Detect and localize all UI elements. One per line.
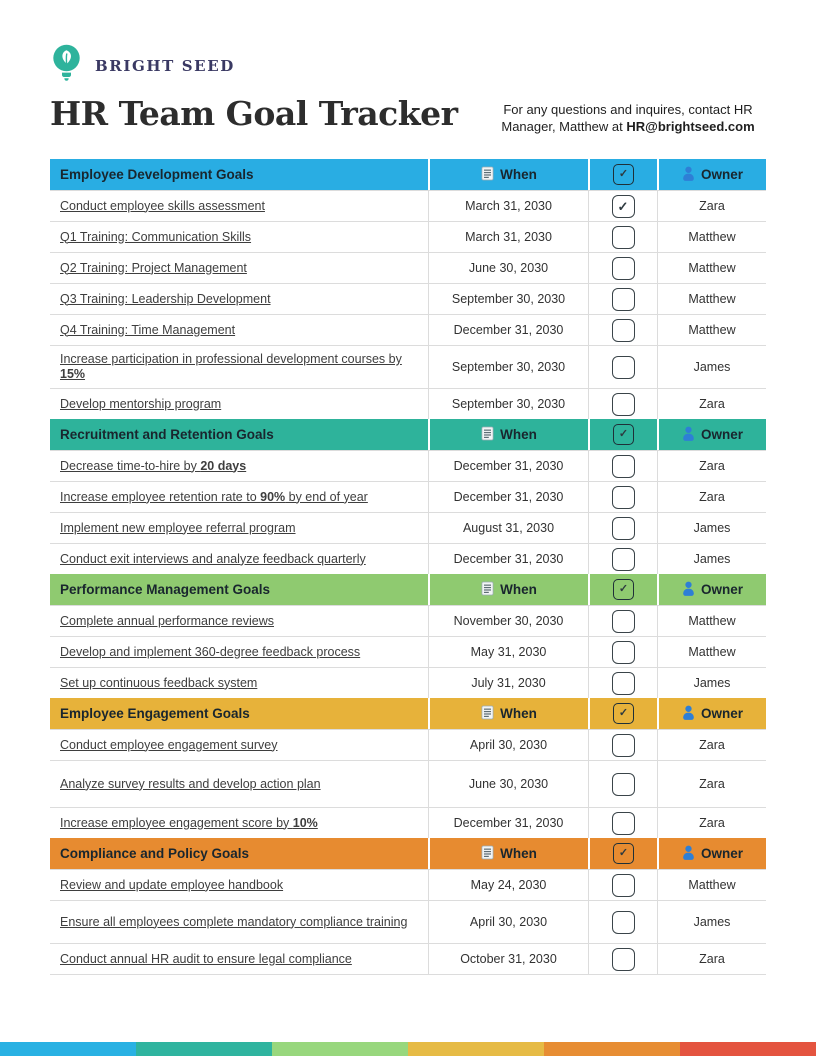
- checkbox[interactable]: [612, 257, 635, 280]
- owner-cell: Zara: [657, 191, 766, 221]
- section-header-employee-development: [50, 159, 766, 190]
- when-cell: March 31, 2030: [428, 222, 588, 252]
- check-cell: [588, 451, 657, 481]
- checkbox[interactable]: [612, 486, 635, 509]
- owner-cell: Matthew: [657, 870, 766, 900]
- table-row: [50, 388, 766, 419]
- checkbox[interactable]: [612, 610, 635, 633]
- page-title: HR Team Goal Tracker: [50, 94, 458, 133]
- when-cell: December 31, 2030: [428, 451, 588, 481]
- goal-table: [50, 159, 766, 975]
- section-title: Compliance and Policy Goals: [60, 846, 250, 861]
- checkmark: ✓: [618, 168, 629, 180]
- masthead: [50, 95, 766, 135]
- check-cell: [588, 513, 657, 543]
- when-label: When: [500, 846, 537, 861]
- checkmark: ✓: [618, 707, 629, 719]
- check-cell: [588, 315, 657, 345]
- when-cell: December 31, 2030: [428, 544, 588, 574]
- check-cell: [588, 870, 657, 900]
- when-cell: June 30, 2030: [428, 253, 588, 283]
- page-content: [50, 45, 766, 975]
- goal-cell: [50, 451, 428, 481]
- when-cell: December 31, 2030: [428, 315, 588, 345]
- section-title: Employee Development Goals: [60, 167, 254, 182]
- goal-cell: [50, 761, 428, 807]
- checkbox-icon: [613, 843, 634, 864]
- owner-cell: James: [657, 346, 766, 388]
- checkbox-icon: [613, 703, 634, 724]
- goal-cell: [50, 253, 428, 283]
- owner-cell: Matthew: [657, 637, 766, 667]
- table-row: [50, 869, 766, 900]
- checkbox[interactable]: [612, 812, 635, 835]
- when-label: When: [500, 427, 537, 442]
- check-cell: [588, 389, 657, 419]
- goal-cell: [50, 944, 428, 974]
- table-row: [50, 729, 766, 760]
- when-cell: October 31, 2030: [428, 944, 588, 974]
- goal-link[interactable]: Complete annual performance reviews: [60, 613, 274, 628]
- person-icon: [682, 581, 695, 599]
- table-row: [50, 900, 766, 943]
- owner-column-header: [657, 159, 766, 190]
- owner-cell: Matthew: [657, 253, 766, 283]
- check-cell: [588, 191, 657, 221]
- check-cell: [588, 346, 657, 388]
- goal-cell: [50, 389, 428, 419]
- checkbox[interactable]: [612, 393, 635, 416]
- checkbox[interactable]: [612, 319, 635, 342]
- check-cell: [588, 253, 657, 283]
- owner-cell: Zara: [657, 944, 766, 974]
- table-row: [50, 314, 766, 345]
- checkbox[interactable]: [612, 517, 635, 540]
- when-label: When: [500, 167, 537, 182]
- owner-label: Owner: [700, 846, 743, 861]
- owner-cell: Matthew: [657, 222, 766, 252]
- when-cell: June 30, 2030: [428, 761, 588, 807]
- checkbox-icon: [613, 164, 634, 185]
- checkbox[interactable]: [612, 672, 635, 695]
- when-cell: November 30, 2030: [428, 606, 588, 636]
- when-cell: April 30, 2030: [428, 730, 588, 760]
- goal-link[interactable]: Develop and implement 360-degree feedback process: [60, 644, 361, 659]
- goal-link[interactable]: Conduct employee skills assessment: [60, 198, 265, 213]
- memo-icon: [481, 426, 494, 444]
- checkmark: ✓: [618, 428, 629, 440]
- when-cell: December 31, 2030: [428, 808, 588, 838]
- memo-icon: [481, 845, 494, 863]
- owner-label: Owner: [700, 582, 743, 597]
- table-row: [50, 807, 766, 838]
- when-cell: May 24, 2030: [428, 870, 588, 900]
- footer-color-stripe: [0, 1042, 816, 1056]
- stripe-segment-red: [680, 1042, 816, 1056]
- owner-column-header: [657, 838, 766, 869]
- check-cell: [588, 808, 657, 838]
- owner-cell: Zara: [657, 482, 766, 512]
- check-cell: [588, 284, 657, 314]
- checkbox[interactable]: [612, 911, 635, 934]
- section-header-recruitment-retention: [50, 419, 766, 450]
- owner-cell: James: [657, 544, 766, 574]
- owner-cell: Zara: [657, 389, 766, 419]
- table-row: [50, 450, 766, 481]
- stripe-segment-blue: [0, 1042, 136, 1056]
- check-cell: [588, 730, 657, 760]
- memo-icon: [481, 166, 494, 184]
- table-row: [50, 760, 766, 807]
- done-column-header: [588, 419, 657, 450]
- goal-link[interactable]: Conduct annual HR audit to ensure legal compliance: [60, 951, 352, 966]
- owner-cell: Matthew: [657, 606, 766, 636]
- goal-link[interactable]: Q1 Training: Communication Skills: [60, 229, 252, 244]
- owner-cell: James: [657, 668, 766, 698]
- brand: [50, 45, 766, 87]
- section-header-performance-management: [50, 574, 766, 605]
- goal-cell: [50, 513, 428, 543]
- when-column-header: [428, 838, 588, 869]
- table-row: [50, 283, 766, 314]
- check-cell: [588, 761, 657, 807]
- owner-column-header: [657, 574, 766, 605]
- goal-link[interactable]: Q4 Training: Time Management: [60, 322, 236, 337]
- stripe-segment-orange: [544, 1042, 680, 1056]
- table-row: [50, 636, 766, 667]
- when-column-header: [428, 419, 588, 450]
- goal-cell: [50, 901, 428, 943]
- goal-cell: [50, 222, 428, 252]
- goal-link[interactable]: Q2 Training: Project Management: [60, 260, 247, 275]
- checkbox[interactable]: [612, 455, 635, 478]
- table-row: [50, 190, 766, 221]
- checkbox-icon: [613, 424, 634, 445]
- owner-cell: Matthew: [657, 315, 766, 345]
- when-column-header: [428, 159, 588, 190]
- section-title: Recruitment and Retention Goals: [60, 427, 274, 442]
- checkmark: ✓: [617, 198, 629, 214]
- goal-link[interactable]: Decrease time-to-hire by 20 days: [60, 458, 247, 473]
- checkbox[interactable]: [612, 288, 635, 311]
- check-cell: [588, 668, 657, 698]
- when-label: When: [500, 706, 537, 721]
- section-header-employee-engagement: [50, 698, 766, 729]
- owner-cell: Zara: [657, 808, 766, 838]
- goal-cell: [50, 284, 428, 314]
- when-label: When: [500, 582, 537, 597]
- checkbox[interactable]: [612, 874, 635, 897]
- owner-cell: James: [657, 901, 766, 943]
- done-column-header: [588, 159, 657, 190]
- goal-cell: [50, 191, 428, 221]
- when-cell: September 30, 2030: [428, 284, 588, 314]
- goal-cell: [50, 544, 428, 574]
- goal-link[interactable]: Set up continuous feedback system: [60, 675, 258, 690]
- check-cell: [588, 222, 657, 252]
- checkbox[interactable]: [612, 356, 635, 379]
- check-cell: [588, 544, 657, 574]
- when-cell: December 31, 2030: [428, 482, 588, 512]
- stripe-segment-green: [272, 1042, 408, 1056]
- when-cell: March 31, 2030: [428, 191, 588, 221]
- goal-link[interactable]: Conduct employee engagement survey: [60, 737, 278, 752]
- brand-logo-lightbulb-seed-icon: [50, 44, 83, 89]
- goal-link[interactable]: Develop mentorship program: [60, 396, 222, 411]
- table-row: [50, 543, 766, 574]
- person-icon: [682, 166, 695, 184]
- contact-note: [490, 101, 766, 135]
- goal-link[interactable]: Conduct exit interviews and analyze feedback quarterly: [60, 551, 366, 566]
- table-row: [50, 605, 766, 636]
- check-cell: [588, 944, 657, 974]
- checkbox[interactable]: [612, 641, 635, 664]
- checkmark: ✓: [618, 847, 629, 859]
- goal-cell: [50, 346, 428, 388]
- person-icon: [682, 705, 695, 723]
- done-column-header: [588, 838, 657, 869]
- goal-cell: [50, 606, 428, 636]
- checkbox[interactable]: [612, 948, 635, 971]
- owner-cell: Zara: [657, 761, 766, 807]
- owner-label: Owner: [700, 427, 743, 442]
- check-cell: [588, 637, 657, 667]
- when-cell: April 30, 2030: [428, 901, 588, 943]
- stripe-segment-teal: [136, 1042, 272, 1056]
- section-title: Employee Engagement Goals: [60, 706, 250, 721]
- memo-icon: [481, 705, 494, 723]
- checkmark: ✓: [618, 583, 629, 595]
- table-row: [50, 252, 766, 283]
- owner-label: Owner: [700, 706, 743, 721]
- checkbox[interactable]: [612, 548, 635, 571]
- when-column-header: [428, 698, 588, 729]
- owner-label: Owner: [700, 167, 743, 182]
- contact-email[interactable]: HR@brightseed.com: [626, 119, 755, 134]
- check-cell: [588, 606, 657, 636]
- stripe-segment-gold: [408, 1042, 544, 1056]
- owner-cell: Zara: [657, 451, 766, 481]
- goal-cell: [50, 668, 428, 698]
- when-cell: September 30, 2030: [428, 389, 588, 419]
- table-row: [50, 481, 766, 512]
- contact-line1: For any questions and inquires, contact HR: [503, 102, 753, 117]
- done-column-header: [588, 698, 657, 729]
- goal-link[interactable]: Increase employee engagement score by 10%: [60, 815, 318, 830]
- when-cell: September 30, 2030: [428, 346, 588, 388]
- check-cell: [588, 482, 657, 512]
- contact-line2: Manager, Matthew at: [501, 119, 627, 134]
- table-row: [50, 667, 766, 698]
- goal-link[interactable]: Increase participation in professional development courses by 15%: [60, 352, 402, 381]
- memo-icon: [481, 581, 494, 599]
- goal-cell: [50, 637, 428, 667]
- goal-cell: [50, 315, 428, 345]
- check-cell: [588, 901, 657, 943]
- goal-link[interactable]: Implement new employee referral program: [60, 520, 296, 535]
- owner-column-header: [657, 698, 766, 729]
- goal-cell: [50, 730, 428, 760]
- goal-link[interactable]: Review and update employee handbook: [60, 877, 284, 892]
- table-row: [50, 221, 766, 252]
- table-row: [50, 512, 766, 543]
- owner-cell: Zara: [657, 730, 766, 760]
- goal-link[interactable]: Q3 Training: Leadership Development: [60, 291, 271, 306]
- brand-name: BRIGHT SEED: [95, 57, 235, 75]
- checkbox-icon: [613, 579, 634, 600]
- when-cell: May 31, 2030: [428, 637, 588, 667]
- section-title: Performance Management Goals: [60, 582, 271, 597]
- owner-cell: Matthew: [657, 284, 766, 314]
- owner-cell: James: [657, 513, 766, 543]
- checkbox[interactable]: [612, 773, 635, 796]
- table-row: [50, 345, 766, 388]
- table-row: [50, 943, 766, 974]
- section-header-compliance-policy: [50, 838, 766, 869]
- when-cell: August 31, 2030: [428, 513, 588, 543]
- owner-column-header: [657, 419, 766, 450]
- person-icon: [682, 845, 695, 863]
- person-icon: [682, 426, 695, 444]
- goal-link[interactable]: Ensure all employees complete mandatory compliance training: [60, 914, 408, 929]
- when-cell: July 31, 2030: [428, 668, 588, 698]
- checkbox[interactable]: [612, 734, 635, 757]
- checkbox[interactable]: [612, 226, 635, 249]
- goal-link[interactable]: Increase employee retention rate to 90% by end of year: [60, 489, 368, 504]
- checkbox[interactable]: [612, 195, 635, 218]
- when-column-header: [428, 574, 588, 605]
- goal-cell: [50, 808, 428, 838]
- goal-cell: [50, 870, 428, 900]
- goal-link[interactable]: Analyze survey results and develop action plan: [60, 776, 321, 791]
- done-column-header: [588, 574, 657, 605]
- goal-cell: [50, 482, 428, 512]
